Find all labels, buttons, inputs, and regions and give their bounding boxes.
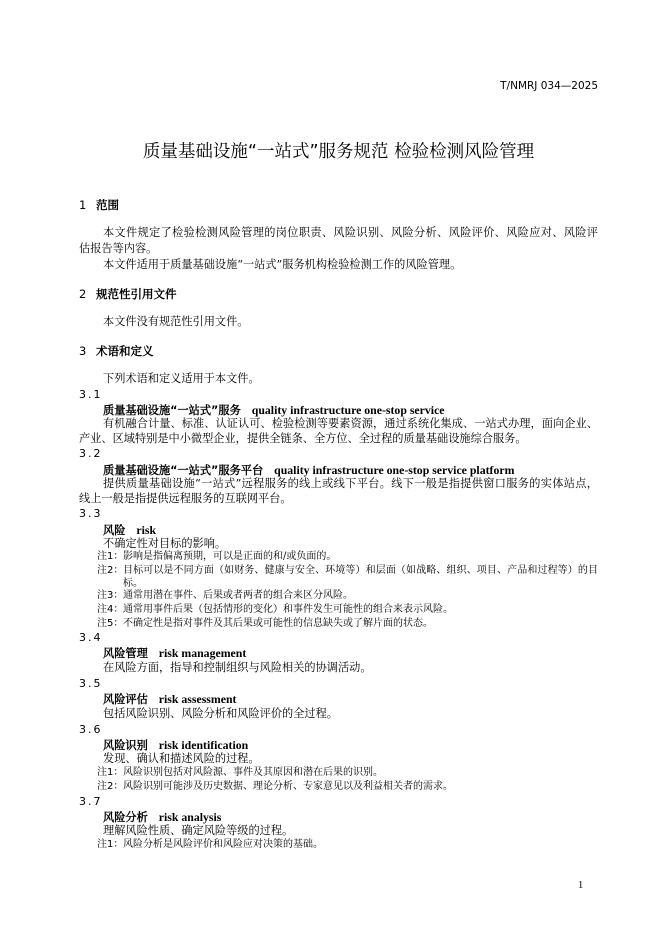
- note-text: 通常用事件后果（包括情形的变化）和事件发生可能性的组合来表示风险。: [123, 604, 453, 615]
- note-label: 注2：: [97, 781, 124, 792]
- document-title: 质量基础设施“一站式”服务规范 检验检测风险管理: [142, 142, 535, 162]
- scope-paragraph-2: 本文件适用于质量基础设施“一站式”服务机构检验检测工作的风险管理。: [103, 258, 462, 271]
- term-name-zh: 风险: [103, 524, 126, 537]
- section-title: 范围: [96, 198, 119, 212]
- note-text: 影响是指偏离预期，可以是正面的和/或负面的。: [123, 551, 337, 562]
- section-heading: [79, 286, 177, 302]
- document-number: T/NMRJ 034—2025: [500, 80, 598, 92]
- note-text: 风险识别包括对风险源、事件及其原因和潜在后果的识别。: [123, 767, 383, 778]
- definition-line-1: 包括风险识别、风险分析和风险评价的全过程。: [103, 707, 338, 720]
- section-heading: [79, 343, 154, 359]
- definition-line-1: 在风险方面，指导和控制组织与风险相关的协调活动。: [103, 661, 372, 674]
- note-label: 注4：: [97, 604, 124, 615]
- term-number: 3.7: [79, 795, 103, 808]
- term-number: 3.4: [79, 631, 103, 644]
- definition-line-1: 发现、确认和描述风险的过程。: [103, 752, 260, 765]
- page-number: 1: [578, 880, 584, 891]
- note-label: 注1：: [97, 551, 124, 562]
- term-name-en: risk management: [158, 646, 247, 660]
- term-name-zh: 风险评估: [103, 693, 148, 706]
- note-text: 通常用潜在事件、后果或者两者的组合来区分风险。: [123, 590, 353, 601]
- section-number: 2: [79, 287, 87, 301]
- definition-line-1: 不确定性对目标的影响。: [103, 537, 227, 550]
- term-number: 3.3: [79, 507, 103, 520]
- term-name-zh: 质量基础设施“一站式”服务: [103, 404, 241, 417]
- note-text-continuation: 标。: [123, 578, 143, 589]
- term-name-en: risk: [136, 523, 157, 537]
- section-number: 3: [79, 344, 87, 358]
- term-name-en: risk identification: [158, 738, 249, 752]
- section-title: 规范性引用文件: [96, 287, 177, 301]
- section-number: 1: [79, 198, 87, 212]
- note-text: 目标可以是不同方面（如财务、健康与安全、环境等）和层面（如战略、组织、项目、产品和过程等）的目: [123, 565, 598, 576]
- scope-paragraph-1-line-2: 估报告等内容。: [79, 242, 158, 255]
- note-label: 注3：: [97, 590, 124, 601]
- note-label: 注1：: [97, 767, 124, 778]
- note-text: 风险分析是风险评价和风险应对决策的基础。: [123, 839, 323, 850]
- term-number: 3.5: [79, 677, 103, 690]
- note-label: 注1：: [97, 839, 124, 850]
- term-name-zh: 风险管理: [103, 647, 148, 660]
- section-heading: [79, 197, 119, 213]
- note-label: 注2：: [97, 565, 124, 576]
- section-title: 术语和定义: [96, 344, 154, 358]
- definition-line-1: 提供质量基础设施“一站式”远程服务的线上或线下平台。线下一般是指提供窗口服务的实体站点，: [103, 477, 598, 490]
- term-name-en: quality infrastructure one-stop service platform: [274, 463, 515, 477]
- term-name-zh: 风险识别: [103, 739, 148, 752]
- definition-line-2: 线上一般是指提供远程服务的互联网平台。: [79, 492, 292, 505]
- scope-paragraph-1-line-1: 本文件规定了检验检测风险管理的岗位职责、风险识别、风险分析、风险评价、风险应对、风险评: [103, 226, 598, 239]
- note-text: 风险识别可能涉及历史数据、理论分析、专家意见以及利益相关者的需求。: [123, 781, 453, 792]
- term-name-en: risk analysis: [158, 810, 222, 824]
- term-number: 3.2: [79, 447, 103, 460]
- terms-intro: 下列术语和定义适用于本文件。: [103, 372, 260, 385]
- term-number: 3.6: [79, 723, 103, 736]
- term-name-en: risk assessment: [158, 692, 237, 706]
- normative-references-paragraph: 本文件没有规范性引用文件。: [103, 315, 249, 328]
- definition-line-2: 产业、区域特别是中小微型企业，提供全链条、全方位、全过程的质量基础设施综合服务。: [79, 432, 527, 445]
- term-name-zh: 风险分析: [103, 811, 148, 824]
- term-number: 3.1: [79, 388, 103, 401]
- definition-line-1: 理解风险性质、确定风险等级的过程。: [103, 824, 294, 837]
- note-text: 不确定性是指对事件及其后果或可能性的信息缺失或了解片面的状态。: [123, 618, 433, 629]
- term-name-en: quality infrastructure one-stop service: [251, 403, 445, 417]
- term-name-zh: 质量基础设施“一站式”服务平台: [103, 464, 264, 477]
- definition-line-1: 有机融合计量、标准、认证认可、检验检测等要素资源，通过系统化集成、一站式办理，面向企业、: [103, 417, 598, 430]
- note-label: 注5：: [97, 618, 124, 629]
